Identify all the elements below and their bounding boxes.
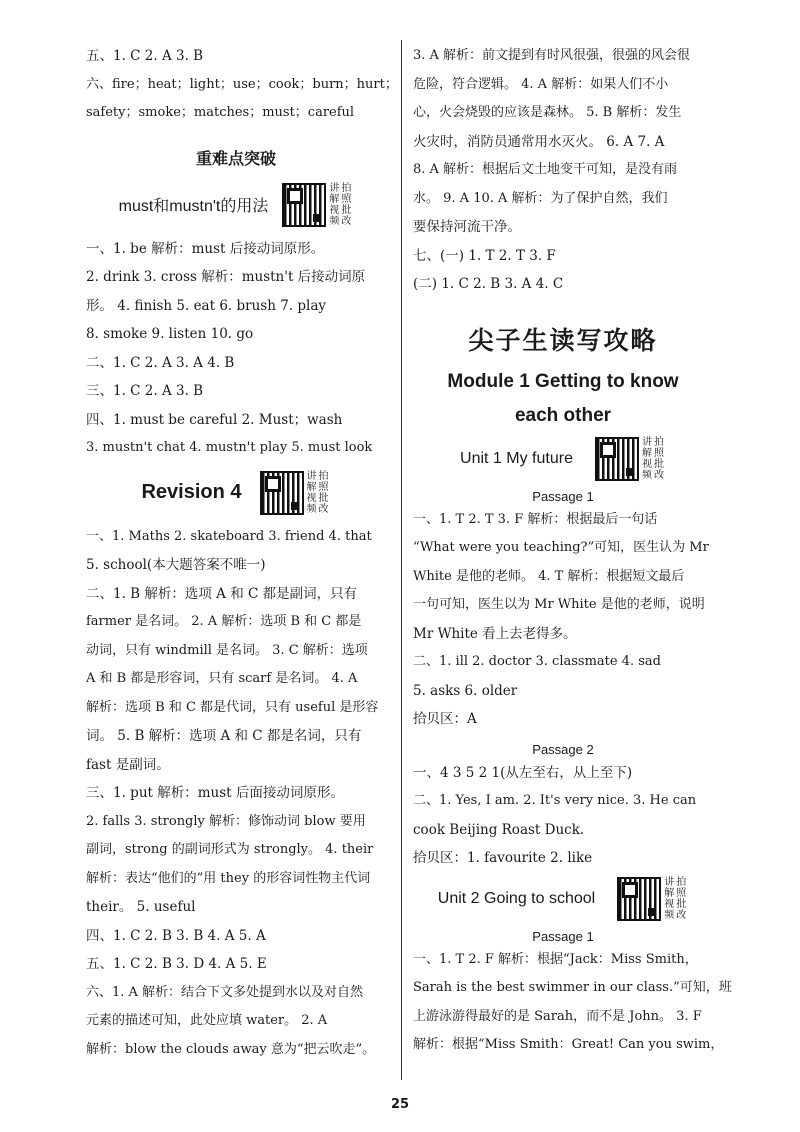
answer-line: 解析：blow the clouds away 意为“把云吹走”。 bbox=[86, 1041, 376, 1057]
answer-line: 5. school(本大题答案不唯一) bbox=[86, 557, 266, 573]
answer-line: 七、(一) 1. T 2. T 3. F bbox=[413, 247, 556, 264]
qr-code-icon[interactable] bbox=[595, 437, 639, 481]
answer-line: 3. A 解析：前文提到有时风很强，很强的风会很 bbox=[413, 48, 691, 63]
answer-line: farmer 是名词。 2. A 解析：选项 B 和 C 都是 bbox=[86, 614, 362, 629]
answer-line: 四、1. C 2. B 3. B 4. A 5. A bbox=[86, 927, 266, 944]
answer-line: 六、fire；heat；light；use；cook；burn；hurt； bbox=[86, 76, 398, 92]
answer-line: 心，火会烧毁的应该是森林。 5. B 解析：发生 bbox=[413, 105, 682, 120]
answer-line: 动词，只有 windmill 是名词。 3. C 解析：选项 bbox=[86, 642, 368, 658]
answer-line: 三、1. C 2. A 3. B bbox=[86, 383, 204, 399]
answer-line: A 和 B 都是形容词，只有 scarf 是名词。 4. A bbox=[86, 671, 358, 686]
unit-title: Unit 2 Going to school bbox=[437, 889, 596, 907]
unit-header bbox=[413, 437, 713, 481]
answer-line: 二、1. ill 2. doctor 3. classmate 4. sad bbox=[413, 654, 661, 669]
right-column bbox=[413, 42, 732, 1060]
answer-line: White 是他的老师。 4. T 解析：根据短文最后 bbox=[413, 568, 685, 584]
section-title: 重难点突破 bbox=[195, 148, 276, 168]
qr-code-label: 讲 拍 解 照 视 批 频 改 bbox=[329, 182, 352, 227]
answer-line: 3. mustn't chat 4. mustn't play 5. must look bbox=[86, 440, 373, 455]
answer-line: 元素的描述可知，此处应填 water。 2. A bbox=[86, 1013, 328, 1028]
qr-code-block[interactable] bbox=[282, 183, 353, 227]
answer-line: 5. asks 6. older bbox=[413, 682, 518, 699]
answer-line: 要保持河流干净。 bbox=[413, 219, 521, 235]
answer-line: 火灾时，消防员通常用水灭火。 6. A 7. A bbox=[413, 133, 665, 150]
answer-line: 解析：选项 B 和 C 都是代词，只有 useful 是形容 bbox=[86, 699, 379, 715]
answer-line: 一、1. T 2. F 解析：根据“Jack：Miss Smith， bbox=[413, 951, 698, 967]
revision-header bbox=[86, 471, 386, 515]
column-divider bbox=[401, 40, 402, 1080]
left-column bbox=[86, 42, 398, 1064]
answer-line: 拾贝区：A bbox=[413, 711, 477, 727]
page-number: 25 bbox=[390, 1097, 410, 1112]
answer-line: their。 5. useful bbox=[86, 899, 196, 915]
answer-line: 2. falls 3. strongly 解析：修饰动词 blow 要用 bbox=[86, 813, 366, 829]
answer-line: 2. drink 3. cross 解析：mustn't 后接动词原 bbox=[86, 269, 366, 285]
answer-line: Sarah is the best swimmer in our class.”可知，班 bbox=[413, 980, 732, 995]
answer-line: 一句可知，医生以为 Mr White 是他的老师，说明 bbox=[413, 597, 705, 612]
answer-line: 上游泳游得最好的是 Sarah，而不是 John。 3. F bbox=[413, 1008, 702, 1024]
answer-line: 五、1. C 2. B 3. D 4. A 5. E bbox=[86, 956, 267, 972]
module-title-line2: each other bbox=[514, 404, 612, 426]
qr-code-block[interactable] bbox=[260, 471, 331, 515]
module-title-line1: Module 1 Getting to know bbox=[447, 370, 679, 392]
answer-line: 二、1. C 2. A 3. A 4. B bbox=[86, 354, 235, 371]
unit-header bbox=[413, 877, 713, 921]
passage-title: Passage 1 bbox=[532, 928, 594, 944]
passage-title: Passage 2 bbox=[532, 741, 594, 757]
answer-line: 8. smoke 9. listen 10. go bbox=[86, 326, 254, 342]
unit-title: Unit 1 My future bbox=[460, 449, 573, 467]
qr-code-icon[interactable] bbox=[617, 877, 661, 921]
qr-code-icon[interactable] bbox=[282, 183, 326, 227]
answer-line: 8. A 解析：根据后文土地变干可知，是没有雨 bbox=[413, 162, 678, 177]
revision-title: Revision 4 bbox=[141, 481, 242, 503]
answer-line: safety；smoke；matches；must；careful bbox=[86, 105, 355, 120]
answer-line: 一、1. be 解析：must 后接动词原形。 bbox=[86, 240, 325, 257]
qr-code-label: 讲 拍 解 照 视 批 频 改 bbox=[306, 470, 329, 515]
answer-line: “What were you teaching?”可知，医生认为 Mr bbox=[413, 540, 709, 555]
answer-line: (二) 1. C 2. B 3. A 4. C bbox=[413, 276, 564, 292]
subsection-header bbox=[86, 183, 386, 227]
answer-line: cook Beijing Roast Duck. bbox=[413, 821, 585, 838]
qr-code-icon[interactable] bbox=[260, 471, 304, 515]
answer-line: 副词，strong 的副词形式为 strongly。 4. their bbox=[86, 842, 374, 857]
subsection-title: must和mustn't的用法 bbox=[118, 198, 269, 215]
answer-line: 解析：表达“他们的”用 they 的形容词性物主代词 bbox=[86, 870, 371, 886]
passage-title: Passage 1 bbox=[532, 488, 594, 504]
answer-line: 形。 4. finish 5. eat 6. brush 7. play bbox=[86, 297, 327, 314]
answer-line: 六、1. A 解析：结合下文多处提到水以及对自然 bbox=[86, 984, 364, 1000]
qr-code-block[interactable] bbox=[595, 437, 666, 481]
qr-code-label: 讲 拍 解 照 视 批 频 改 bbox=[641, 436, 664, 481]
answer-line: 三、1. put 解析：must 后面接动词原形。 bbox=[86, 785, 344, 801]
answer-line: 二、1. Yes, I am. 2. It's very nice. 3. He can bbox=[413, 793, 697, 808]
answer-line: 拾贝区：1. favourite 2. like bbox=[413, 850, 593, 866]
answer-line: 五、1. C 2. A 3. B bbox=[86, 48, 204, 64]
answer-line: 一、1. Maths 2. skateboard 3. friend 4. that bbox=[86, 528, 372, 544]
answer-line: 解析：根据“Miss Smith：Great! Can you swim， bbox=[413, 1037, 724, 1052]
qr-code-label: 讲 拍 解 照 视 批 频 改 bbox=[664, 876, 687, 921]
answer-line: 词。 5. B 解析：选项 A 和 C 都是名词，只有 bbox=[86, 728, 362, 744]
answer-line: 水。 9. A 10. A 解析：为了保护自然，我们 bbox=[413, 190, 668, 206]
answer-line: Mr White 看上去老得多。 bbox=[413, 625, 577, 642]
chapter-title: 尖子生读写攻略 bbox=[468, 325, 658, 355]
answer-line: 二、1. B 解析：选项 A 和 C 都是副词，只有 bbox=[86, 585, 358, 602]
qr-code-block[interactable] bbox=[617, 877, 688, 921]
answer-line: 一、4 3 5 2 1(从左至右，从上至下) bbox=[413, 764, 633, 781]
answer-line: fast 是副词。 bbox=[86, 756, 170, 773]
answer-line: 一、1. T 2. T 3. F 解析：根据最后一句话 bbox=[413, 511, 658, 527]
answer-line: 危险，符合逻辑。 4. A 解析：如果人们不小 bbox=[413, 76, 669, 92]
answer-line: 四、1. must be careful 2. Must；wash bbox=[86, 411, 343, 428]
